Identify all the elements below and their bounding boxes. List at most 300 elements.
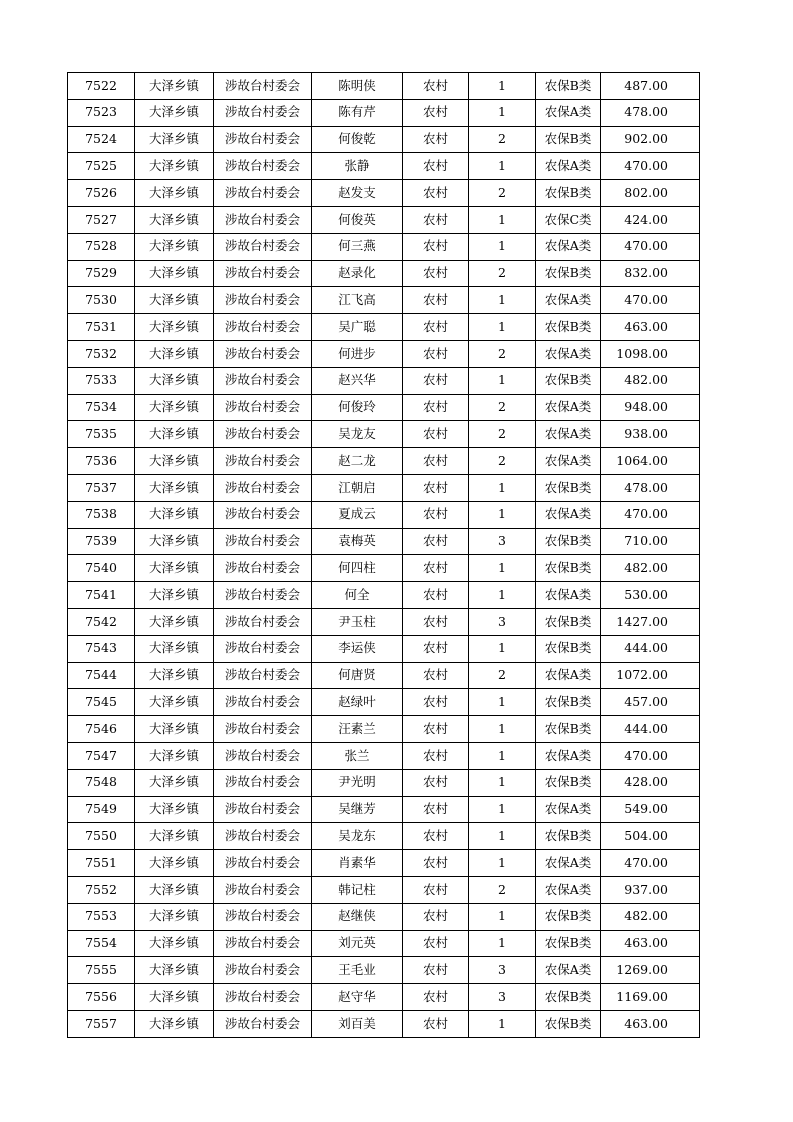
household-size-cell: 2 — [469, 340, 536, 367]
area-type-cell: 农村 — [403, 903, 469, 930]
name-cell: 刘元英 — [312, 930, 403, 957]
household-size-cell: 1 — [469, 796, 536, 823]
household-size-cell: 2 — [469, 394, 536, 421]
area-type-cell: 农村 — [403, 742, 469, 769]
category-cell: 农保B类 — [536, 314, 601, 341]
township-cell: 大泽乡镇 — [135, 850, 214, 877]
name-cell: 夏成云 — [312, 501, 403, 528]
village-committee-cell: 涉故台村委会 — [214, 99, 312, 126]
household-size-cell: 1 — [469, 930, 536, 957]
serial-number-cell: 7524 — [68, 126, 135, 153]
amount-cell: 802.00 — [601, 180, 700, 207]
category-cell: 农保B类 — [536, 367, 601, 394]
amount-cell: 948.00 — [601, 394, 700, 421]
name-cell: 赵二龙 — [312, 448, 403, 475]
township-cell: 大泽乡镇 — [135, 1010, 214, 1037]
serial-number-cell: 7553 — [68, 903, 135, 930]
serial-number-cell: 7549 — [68, 796, 135, 823]
serial-number-cell: 7523 — [68, 99, 135, 126]
name-cell: 吴继芳 — [312, 796, 403, 823]
township-cell: 大泽乡镇 — [135, 153, 214, 180]
amount-cell: 1098.00 — [601, 340, 700, 367]
amount-cell: 444.00 — [601, 716, 700, 743]
area-type-cell: 农村 — [403, 1010, 469, 1037]
amount-cell: 938.00 — [601, 421, 700, 448]
village-committee-cell: 涉故台村委会 — [214, 501, 312, 528]
serial-number-cell: 7543 — [68, 635, 135, 662]
table-row — [68, 99, 700, 126]
village-committee-cell: 涉故台村委会 — [214, 73, 312, 100]
township-cell: 大泽乡镇 — [135, 73, 214, 100]
household-size-cell: 3 — [469, 957, 536, 984]
name-cell: 袁梅英 — [312, 528, 403, 555]
table-row — [68, 957, 700, 984]
amount-cell: 470.00 — [601, 233, 700, 260]
serial-number-cell: 7552 — [68, 876, 135, 903]
category-cell: 农保A类 — [536, 796, 601, 823]
household-size-cell: 2 — [469, 260, 536, 287]
township-cell: 大泽乡镇 — [135, 796, 214, 823]
amount-cell: 937.00 — [601, 876, 700, 903]
serial-number-cell: 7526 — [68, 180, 135, 207]
area-type-cell: 农村 — [403, 528, 469, 555]
name-cell: 江朝启 — [312, 474, 403, 501]
village-committee-cell: 涉故台村委会 — [214, 314, 312, 341]
village-committee-cell: 涉故台村委会 — [214, 635, 312, 662]
household-size-cell: 3 — [469, 528, 536, 555]
village-committee-cell: 涉故台村委会 — [214, 555, 312, 582]
village-committee-cell: 涉故台村委会 — [214, 180, 312, 207]
amount-cell: 482.00 — [601, 367, 700, 394]
household-size-cell: 1 — [469, 287, 536, 314]
village-committee-cell: 涉故台村委会 — [214, 1010, 312, 1037]
township-cell: 大泽乡镇 — [135, 287, 214, 314]
village-committee-cell: 涉故台村委会 — [214, 260, 312, 287]
township-cell: 大泽乡镇 — [135, 260, 214, 287]
village-committee-cell: 涉故台村委会 — [214, 287, 312, 314]
township-cell: 大泽乡镇 — [135, 474, 214, 501]
table-row — [68, 930, 700, 957]
category-cell: 农保A类 — [536, 340, 601, 367]
area-type-cell: 农村 — [403, 421, 469, 448]
category-cell: 农保A类 — [536, 876, 601, 903]
category-cell: 农保B类 — [536, 528, 601, 555]
amount-cell: 428.00 — [601, 769, 700, 796]
name-cell: 何三燕 — [312, 233, 403, 260]
area-type-cell: 农村 — [403, 474, 469, 501]
amount-cell: 470.00 — [601, 501, 700, 528]
table-row — [68, 662, 700, 689]
serial-number-cell: 7544 — [68, 662, 135, 689]
table-row — [68, 367, 700, 394]
amount-cell: 530.00 — [601, 582, 700, 609]
amount-cell: 482.00 — [601, 555, 700, 582]
area-type-cell: 农村 — [403, 233, 469, 260]
category-cell: 农保A类 — [536, 582, 601, 609]
township-cell: 大泽乡镇 — [135, 957, 214, 984]
village-committee-cell: 涉故台村委会 — [214, 796, 312, 823]
area-type-cell: 农村 — [403, 99, 469, 126]
household-size-cell: 2 — [469, 180, 536, 207]
serial-number-cell: 7554 — [68, 930, 135, 957]
table-row — [68, 608, 700, 635]
table-row — [68, 635, 700, 662]
area-type-cell: 农村 — [403, 501, 469, 528]
serial-number-cell: 7527 — [68, 206, 135, 233]
area-type-cell: 农村 — [403, 984, 469, 1011]
area-type-cell: 农村 — [403, 73, 469, 100]
village-committee-cell: 涉故台村委会 — [214, 340, 312, 367]
village-committee-cell: 涉故台村委会 — [214, 742, 312, 769]
serial-number-cell: 7548 — [68, 769, 135, 796]
serial-number-cell: 7540 — [68, 555, 135, 582]
area-type-cell: 农村 — [403, 126, 469, 153]
category-cell: 农保B类 — [536, 1010, 601, 1037]
village-committee-cell: 涉故台村委会 — [214, 850, 312, 877]
serial-number-cell: 7545 — [68, 689, 135, 716]
village-committee-cell: 涉故台村委会 — [214, 876, 312, 903]
area-type-cell: 农村 — [403, 850, 469, 877]
table-row — [68, 903, 700, 930]
table-row — [68, 73, 700, 100]
township-cell: 大泽乡镇 — [135, 903, 214, 930]
village-committee-cell: 涉故台村委会 — [214, 233, 312, 260]
household-size-cell: 1 — [469, 206, 536, 233]
serial-number-cell: 7550 — [68, 823, 135, 850]
household-size-cell: 1 — [469, 635, 536, 662]
name-cell: 王毛业 — [312, 957, 403, 984]
amount-cell: 1072.00 — [601, 662, 700, 689]
household-size-cell: 1 — [469, 903, 536, 930]
household-size-cell: 1 — [469, 501, 536, 528]
category-cell: 农保B类 — [536, 769, 601, 796]
township-cell: 大泽乡镇 — [135, 716, 214, 743]
serial-number-cell: 7533 — [68, 367, 135, 394]
category-cell: 农保B类 — [536, 555, 601, 582]
category-cell: 农保B类 — [536, 930, 601, 957]
area-type-cell: 农村 — [403, 689, 469, 716]
household-size-cell: 1 — [469, 823, 536, 850]
household-size-cell: 1 — [469, 555, 536, 582]
category-cell: 农保B类 — [536, 73, 601, 100]
serial-number-cell: 7539 — [68, 528, 135, 555]
serial-number-cell: 7529 — [68, 260, 135, 287]
village-committee-cell: 涉故台村委会 — [214, 421, 312, 448]
name-cell: 何俊英 — [312, 206, 403, 233]
village-committee-cell: 涉故台村委会 — [214, 716, 312, 743]
amount-cell: 470.00 — [601, 153, 700, 180]
household-size-cell: 1 — [469, 153, 536, 180]
table-row — [68, 314, 700, 341]
village-committee-cell: 涉故台村委会 — [214, 528, 312, 555]
township-cell: 大泽乡镇 — [135, 340, 214, 367]
area-type-cell: 农村 — [403, 608, 469, 635]
name-cell: 肖素华 — [312, 850, 403, 877]
name-cell: 吴广聪 — [312, 314, 403, 341]
name-cell: 尹玉柱 — [312, 608, 403, 635]
table-row — [68, 984, 700, 1011]
table-row — [68, 769, 700, 796]
village-committee-cell: 涉故台村委会 — [214, 930, 312, 957]
amount-cell: 470.00 — [601, 287, 700, 314]
name-cell: 赵兴华 — [312, 367, 403, 394]
township-cell: 大泽乡镇 — [135, 126, 214, 153]
household-size-cell: 1 — [469, 582, 536, 609]
township-cell: 大泽乡镇 — [135, 582, 214, 609]
serial-number-cell: 7522 — [68, 73, 135, 100]
township-cell: 大泽乡镇 — [135, 367, 214, 394]
household-size-cell: 3 — [469, 984, 536, 1011]
table-row — [68, 126, 700, 153]
category-cell: 农保A类 — [536, 421, 601, 448]
table-row — [68, 206, 700, 233]
amount-cell: 444.00 — [601, 635, 700, 662]
name-cell: 何唐贤 — [312, 662, 403, 689]
household-size-cell: 2 — [469, 126, 536, 153]
village-committee-cell: 涉故台村委会 — [214, 984, 312, 1011]
table-row — [68, 340, 700, 367]
amount-cell: 463.00 — [601, 930, 700, 957]
table-row — [68, 1010, 700, 1037]
table-row — [68, 501, 700, 528]
category-cell: 农保A类 — [536, 448, 601, 475]
serial-number-cell: 7536 — [68, 448, 135, 475]
serial-number-cell: 7551 — [68, 850, 135, 877]
township-cell: 大泽乡镇 — [135, 314, 214, 341]
village-committee-cell: 涉故台村委会 — [214, 769, 312, 796]
amount-cell: 457.00 — [601, 689, 700, 716]
name-cell: 陈明侠 — [312, 73, 403, 100]
category-cell: 农保B类 — [536, 474, 601, 501]
name-cell: 赵绿叶 — [312, 689, 403, 716]
village-committee-cell: 涉故台村委会 — [214, 903, 312, 930]
table-row — [68, 153, 700, 180]
amount-cell: 1169.00 — [601, 984, 700, 1011]
category-cell: 农保A类 — [536, 394, 601, 421]
household-size-cell: 1 — [469, 233, 536, 260]
records-table — [67, 72, 700, 1038]
household-size-cell: 1 — [469, 73, 536, 100]
table-row — [68, 260, 700, 287]
household-size-cell: 1 — [469, 314, 536, 341]
household-size-cell: 1 — [469, 769, 536, 796]
amount-cell: 478.00 — [601, 99, 700, 126]
category-cell: 农保A类 — [536, 957, 601, 984]
amount-cell: 902.00 — [601, 126, 700, 153]
household-size-cell: 1 — [469, 689, 536, 716]
serial-number-cell: 7534 — [68, 394, 135, 421]
category-cell: 农保B类 — [536, 689, 601, 716]
household-size-cell: 2 — [469, 448, 536, 475]
amount-cell: 1064.00 — [601, 448, 700, 475]
area-type-cell: 农村 — [403, 876, 469, 903]
township-cell: 大泽乡镇 — [135, 742, 214, 769]
name-cell: 何俊乾 — [312, 126, 403, 153]
area-type-cell: 农村 — [403, 662, 469, 689]
table-row — [68, 555, 700, 582]
household-size-cell: 3 — [469, 608, 536, 635]
serial-number-cell: 7532 — [68, 340, 135, 367]
table-row — [68, 876, 700, 903]
table-row — [68, 582, 700, 609]
amount-cell: 470.00 — [601, 850, 700, 877]
village-committee-cell: 涉故台村委会 — [214, 126, 312, 153]
amount-cell: 424.00 — [601, 206, 700, 233]
township-cell: 大泽乡镇 — [135, 421, 214, 448]
area-type-cell: 农村 — [403, 394, 469, 421]
name-cell: 尹光明 — [312, 769, 403, 796]
name-cell: 何进步 — [312, 340, 403, 367]
township-cell: 大泽乡镇 — [135, 394, 214, 421]
name-cell: 汪素兰 — [312, 716, 403, 743]
township-cell: 大泽乡镇 — [135, 501, 214, 528]
serial-number-cell: 7531 — [68, 314, 135, 341]
category-cell: 农保B类 — [536, 716, 601, 743]
category-cell: 农保B类 — [536, 608, 601, 635]
amount-cell: 832.00 — [601, 260, 700, 287]
category-cell: 农保A类 — [536, 850, 601, 877]
category-cell: 农保A类 — [536, 99, 601, 126]
name-cell: 赵守华 — [312, 984, 403, 1011]
village-committee-cell: 涉故台村委会 — [214, 474, 312, 501]
table-row — [68, 448, 700, 475]
township-cell: 大泽乡镇 — [135, 180, 214, 207]
village-committee-cell: 涉故台村委会 — [214, 608, 312, 635]
household-size-cell: 1 — [469, 1010, 536, 1037]
table-row — [68, 233, 700, 260]
category-cell: 农保B类 — [536, 984, 601, 1011]
household-size-cell: 1 — [469, 742, 536, 769]
township-cell: 大泽乡镇 — [135, 233, 214, 260]
serial-number-cell: 7546 — [68, 716, 135, 743]
township-cell: 大泽乡镇 — [135, 448, 214, 475]
name-cell: 何全 — [312, 582, 403, 609]
table-row — [68, 689, 700, 716]
area-type-cell: 农村 — [403, 206, 469, 233]
area-type-cell: 农村 — [403, 930, 469, 957]
name-cell: 李运侠 — [312, 635, 403, 662]
amount-cell: 1269.00 — [601, 957, 700, 984]
name-cell: 韩记柱 — [312, 876, 403, 903]
area-type-cell: 农村 — [403, 716, 469, 743]
amount-cell: 549.00 — [601, 796, 700, 823]
table-row — [68, 474, 700, 501]
area-type-cell: 农村 — [403, 769, 469, 796]
area-type-cell: 农村 — [403, 287, 469, 314]
village-committee-cell: 涉故台村委会 — [214, 367, 312, 394]
table-row — [68, 823, 700, 850]
village-committee-cell: 涉故台村委会 — [214, 689, 312, 716]
village-committee-cell: 涉故台村委会 — [214, 153, 312, 180]
village-committee-cell: 涉故台村委会 — [214, 662, 312, 689]
table-row — [68, 742, 700, 769]
serial-number-cell: 7537 — [68, 474, 135, 501]
area-type-cell: 农村 — [403, 340, 469, 367]
serial-number-cell: 7547 — [68, 742, 135, 769]
serial-number-cell: 7538 — [68, 501, 135, 528]
amount-cell: 487.00 — [601, 73, 700, 100]
records-table-body — [68, 73, 700, 1038]
serial-number-cell: 7542 — [68, 608, 135, 635]
household-size-cell: 1 — [469, 474, 536, 501]
name-cell: 何四柱 — [312, 555, 403, 582]
household-size-cell: 1 — [469, 716, 536, 743]
amount-cell: 470.00 — [601, 742, 700, 769]
category-cell: 农保B类 — [536, 260, 601, 287]
township-cell: 大泽乡镇 — [135, 635, 214, 662]
area-type-cell: 农村 — [403, 153, 469, 180]
name-cell: 赵录化 — [312, 260, 403, 287]
category-cell: 农保A类 — [536, 742, 601, 769]
amount-cell: 478.00 — [601, 474, 700, 501]
area-type-cell: 农村 — [403, 957, 469, 984]
village-committee-cell: 涉故台村委会 — [214, 957, 312, 984]
village-committee-cell: 涉故台村委会 — [214, 582, 312, 609]
village-committee-cell: 涉故台村委会 — [214, 206, 312, 233]
amount-cell: 504.00 — [601, 823, 700, 850]
township-cell: 大泽乡镇 — [135, 769, 214, 796]
township-cell: 大泽乡镇 — [135, 555, 214, 582]
household-size-cell: 2 — [469, 662, 536, 689]
table-row — [68, 850, 700, 877]
area-type-cell: 农村 — [403, 367, 469, 394]
township-cell: 大泽乡镇 — [135, 608, 214, 635]
township-cell: 大泽乡镇 — [135, 206, 214, 233]
name-cell: 何俊玲 — [312, 394, 403, 421]
name-cell: 刘百美 — [312, 1010, 403, 1037]
serial-number-cell: 7555 — [68, 957, 135, 984]
category-cell: 农保A类 — [536, 662, 601, 689]
amount-cell: 463.00 — [601, 314, 700, 341]
category-cell: 农保B类 — [536, 126, 601, 153]
serial-number-cell: 7541 — [68, 582, 135, 609]
amount-cell: 710.00 — [601, 528, 700, 555]
name-cell: 吴龙东 — [312, 823, 403, 850]
township-cell: 大泽乡镇 — [135, 662, 214, 689]
township-cell: 大泽乡镇 — [135, 689, 214, 716]
township-cell: 大泽乡镇 — [135, 876, 214, 903]
serial-number-cell: 7557 — [68, 1010, 135, 1037]
category-cell: 农保B类 — [536, 823, 601, 850]
household-size-cell: 2 — [469, 876, 536, 903]
table-row — [68, 394, 700, 421]
serial-number-cell: 7525 — [68, 153, 135, 180]
category-cell: 农保A类 — [536, 153, 601, 180]
serial-number-cell: 7535 — [68, 421, 135, 448]
table-row — [68, 287, 700, 314]
serial-number-cell: 7530 — [68, 287, 135, 314]
township-cell: 大泽乡镇 — [135, 984, 214, 1011]
table-row — [68, 421, 700, 448]
area-type-cell: 农村 — [403, 555, 469, 582]
village-committee-cell: 涉故台村委会 — [214, 394, 312, 421]
township-cell: 大泽乡镇 — [135, 528, 214, 555]
table-row — [68, 796, 700, 823]
category-cell: 农保A类 — [536, 501, 601, 528]
name-cell: 江飞高 — [312, 287, 403, 314]
name-cell: 赵继侠 — [312, 903, 403, 930]
township-cell: 大泽乡镇 — [135, 823, 214, 850]
name-cell: 张静 — [312, 153, 403, 180]
category-cell: 农保C类 — [536, 206, 601, 233]
category-cell: 农保A类 — [536, 233, 601, 260]
category-cell: 农保B类 — [536, 180, 601, 207]
area-type-cell: 农村 — [403, 582, 469, 609]
table-row — [68, 716, 700, 743]
category-cell: 农保A类 — [536, 287, 601, 314]
area-type-cell: 农村 — [403, 635, 469, 662]
village-committee-cell: 涉故台村委会 — [214, 823, 312, 850]
